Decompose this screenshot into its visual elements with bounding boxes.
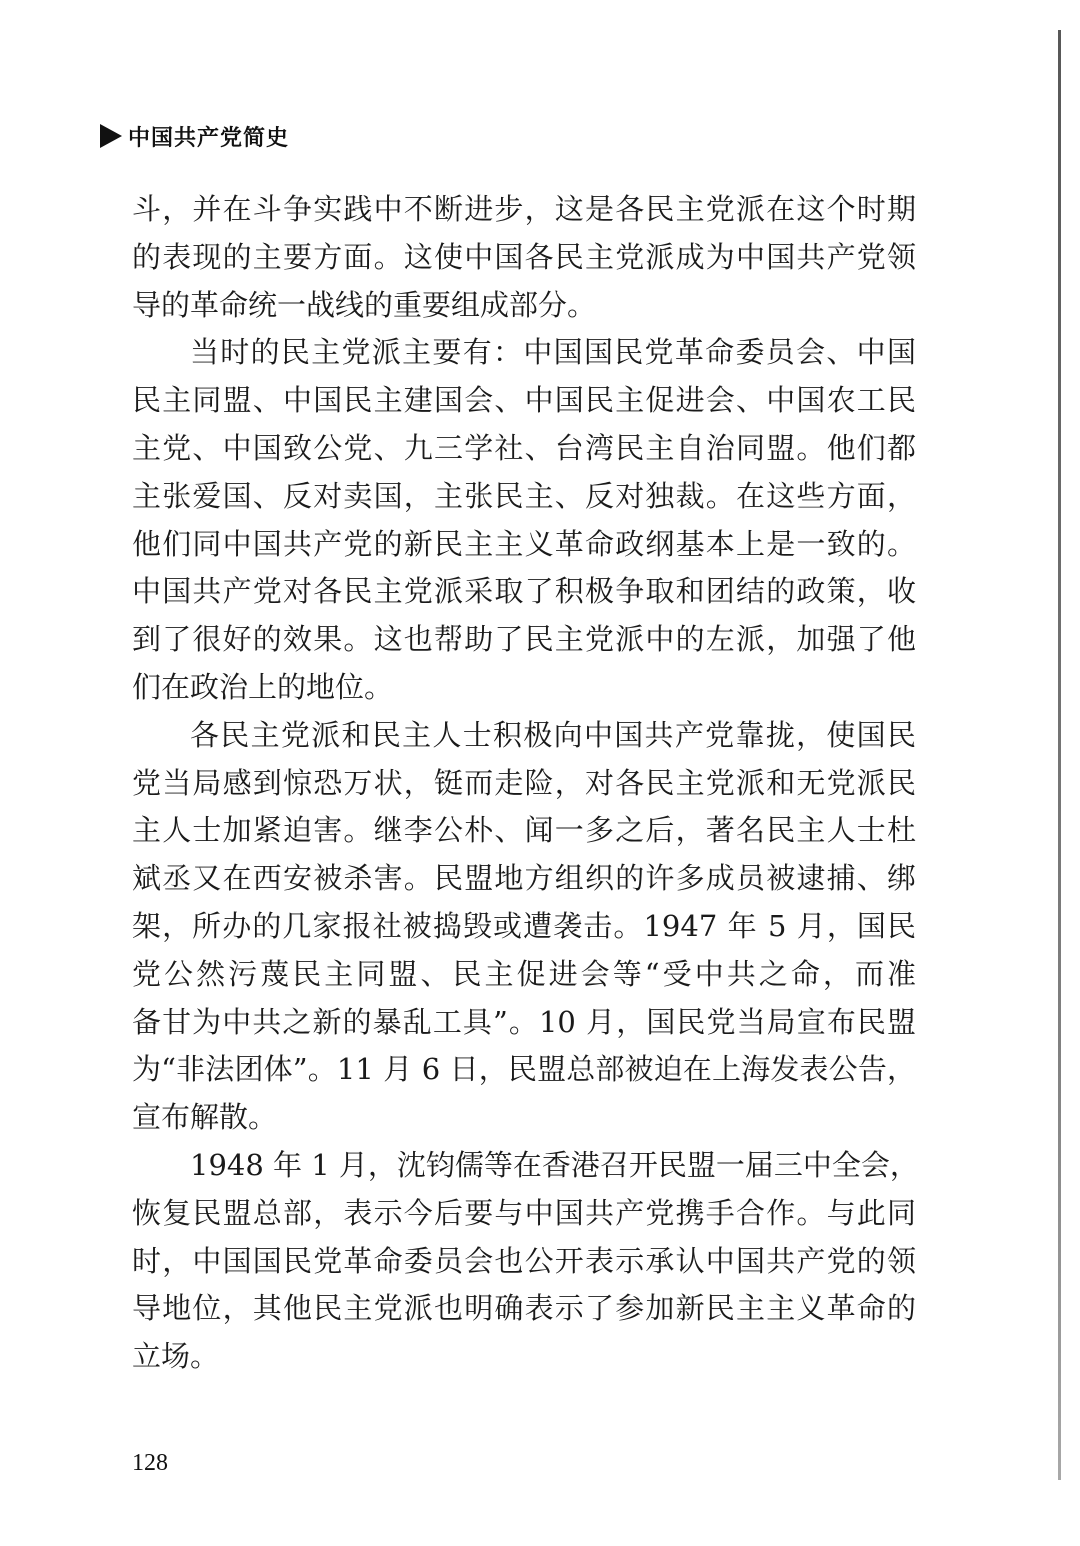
text-line: 斌丞又在西安被杀害。民盟地方组织的许多成员被逮捕、绑 [132,861,916,896]
body-text [132,186,919,1381]
text-line: 宣布解散。 [132,1100,278,1135]
text-line: 主党、中国致公党、九三学社、台湾民主自治同盟。他们都 [132,430,916,465]
text-line: 到了很好的效果。这也帮助了民主党派中的左派，加强了他 [132,622,916,657]
page-edge-line [1058,30,1061,1480]
running-header [100,118,289,154]
text-line: 导的革命统一战线的重要组成部分。 [132,287,597,322]
text-line: 中国共产党对各民主党派采取了积极争取和团结的政策，收 [132,574,916,609]
triangle-marker-icon [100,124,122,148]
text-line: 党当局感到惊恐万状，铤而走险，对各民主党派和无党派民 [132,765,916,800]
text-line: 主张爱国、反对卖国，主张民主、反对独裁。在这些方面， [132,478,916,513]
text-line: 的表现的主要方面。这使中国各民主党派成为中国共产党领 [132,239,916,274]
text-line: 各民主党派和民主人士积极向中国共产党靠拢，使国民 [190,717,916,752]
text-line: 恢复民盟总部，表示今后要与中国共产党携手合作。与此同 [132,1195,916,1230]
text-line: 架，所办的几家报社被捣毁或遭袭击。1947 年 5 月，国民 [132,908,916,943]
text-line: 时，中国国民党革命委员会也公开表示承认中国共产党的领 [132,1243,916,1278]
text-line: 他们同中国共产党的新民主主义革命政纲基本上是一致的。 [132,526,916,561]
text-line: 党公然污蔑民主同盟、民主促进会等“受中共之命，而准 [132,956,916,991]
text-line: 主人士加紧迫害。继李公朴、闻一多之后，著名民主人士杜 [132,813,916,848]
text-line: 为“非法团体”。11 月 6 日，民盟总部被迫在上海发表公告， [132,1052,916,1087]
book-title: 中国共产党简史 [128,125,290,151]
text-line: 们在政治上的地位。 [132,669,394,704]
text-line: 民主同盟、中国民主建国会、中国民主促进会、中国农工民 [132,383,916,418]
text-line: 立场。 [132,1339,220,1374]
text-line: 1948 年 1 月，沈钧儒等在香港召开民盟一届三中全会， [190,1147,919,1182]
text-line: 导地位，其他民主党派也明确表示了参加新民主主义革命的 [132,1291,916,1326]
text-line: 当时的民主党派主要有：中国国民党革命委员会、中国 [190,335,916,370]
text-line: 斗，并在斗争实践中不断进步，这是各民主党派在这个时期 [132,192,916,226]
page-number: 128 [132,1450,168,1476]
text-line: 备甘为中共之新的暴乱工具”。10 月，国民党当局宣布民盟 [132,1004,916,1039]
